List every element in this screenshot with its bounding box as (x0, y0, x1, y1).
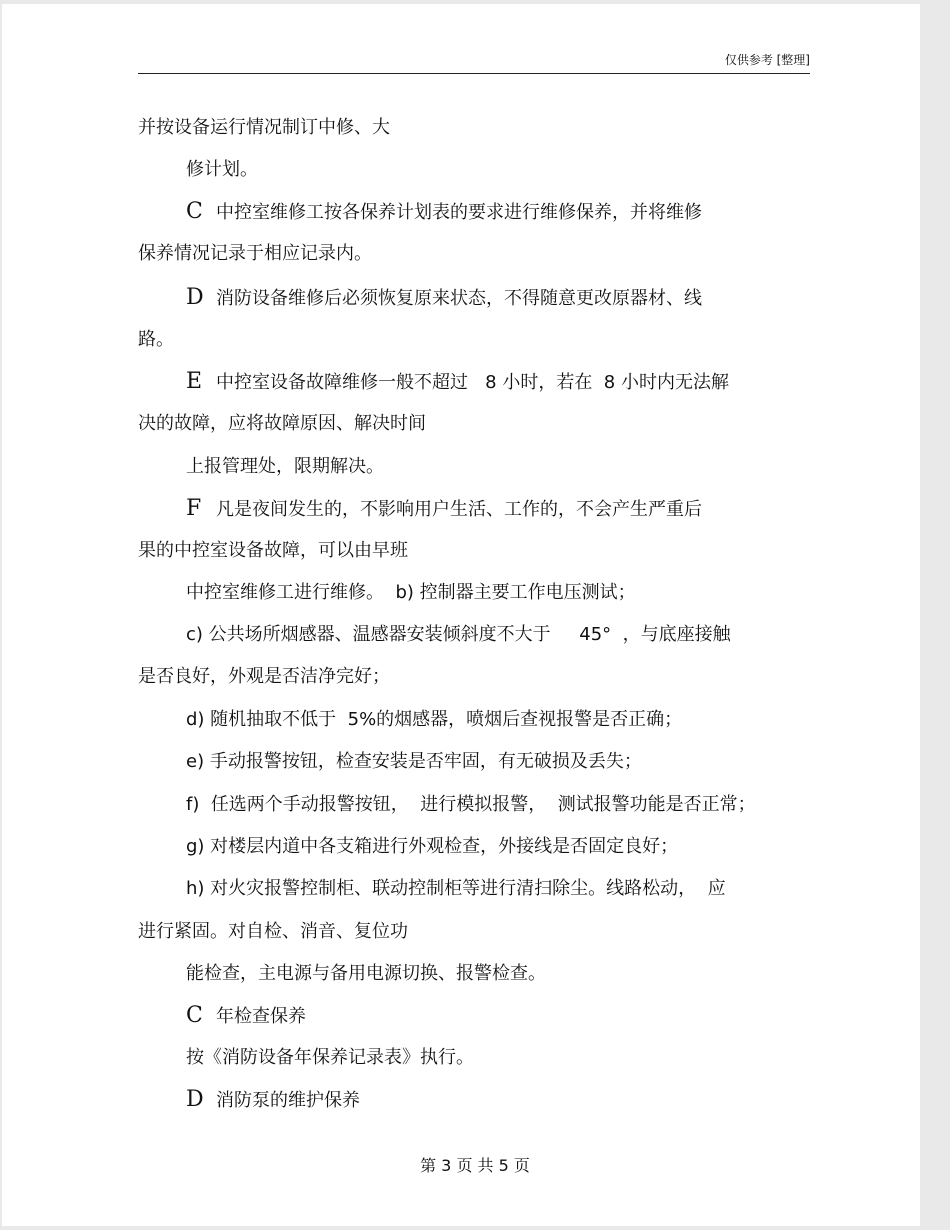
list-marker: F (186, 496, 202, 521)
list-marker: E (186, 369, 203, 394)
body-line: 并按设备运行情况制订中修、大 (138, 117, 390, 138)
body-line: 决的故障，应将故障原因、解决时间 (138, 413, 426, 434)
body-line: 保养情况记录于相应记录内。 (138, 243, 372, 264)
list-item-c: C 年检查保养 (186, 1003, 306, 1028)
list-item-d: D 消防泵的维护保养 (186, 1087, 360, 1112)
body-line: 是否良好，外观是否洁净完好； (138, 666, 390, 687)
page-footer: 第 3 页 共 5 页 (420, 1156, 530, 1175)
page-header: 仅供参考 [整理] (724, 53, 810, 67)
body-line: 进行紧固。对自检、消音、复位功 (138, 921, 408, 942)
body-line: 修计划。 (186, 159, 258, 180)
body-line: 果的中控室设备故障，可以由早班 (138, 540, 408, 561)
body-line: c) 公共场所烟感器、温感器安装倾斜度不大于 45° ，与底座接触 (186, 624, 731, 645)
body-line: e) 手动报警按钮，检查安装是否牢固，有无破损及丢失； (186, 751, 642, 772)
body-line: 上报管理处，限期解决。 (186, 456, 384, 477)
header-rule (138, 73, 810, 74)
list-item-e: E 中控室设备故障维修一般不超过 8 小时，若在 8 小时内无法解 (186, 369, 729, 394)
document-page (2, 4, 920, 1226)
list-item-d: D 消防设备维修后必须恢复原来状态，不得随意更改原器材、线 (186, 285, 702, 310)
body-line: d) 随机抽取不低于 5%的烟感器，喷烟后查视报警是否正确； (186, 709, 683, 730)
body-line: 路。 (138, 329, 174, 350)
list-marker: D (186, 1087, 204, 1112)
list-marker: C (186, 199, 203, 224)
body-line: f) 任选两个手动报警按钮， 进行模拟报警， 测试报警功能是否正常； (186, 794, 756, 815)
body-line: 按《消防设备年保养记录表》执行。 (186, 1047, 474, 1068)
list-marker: D (186, 285, 204, 310)
body-line: 能检查，主电源与备用电源切换、报警检查。 (186, 963, 546, 984)
body-line: h) 对火灾报警控制柜、联动控制柜等进行清扫除尘。线路松动， 应 (186, 878, 726, 899)
body-line: 中控室维修工进行维修。 b) 控制器主要工作电压测试； (186, 582, 636, 603)
list-item-c: C 中控室维修工按各保养计划表的要求进行维修保养，并将维修 (186, 199, 702, 224)
list-item-f: F 凡是夜间发生的，不影响用户生活、工作的，不会产生严重后 (186, 496, 702, 521)
body-line: g) 对楼层内道中各支箱进行外观检查，外接线是否固定良好； (186, 836, 679, 857)
list-marker: C (186, 1003, 203, 1028)
